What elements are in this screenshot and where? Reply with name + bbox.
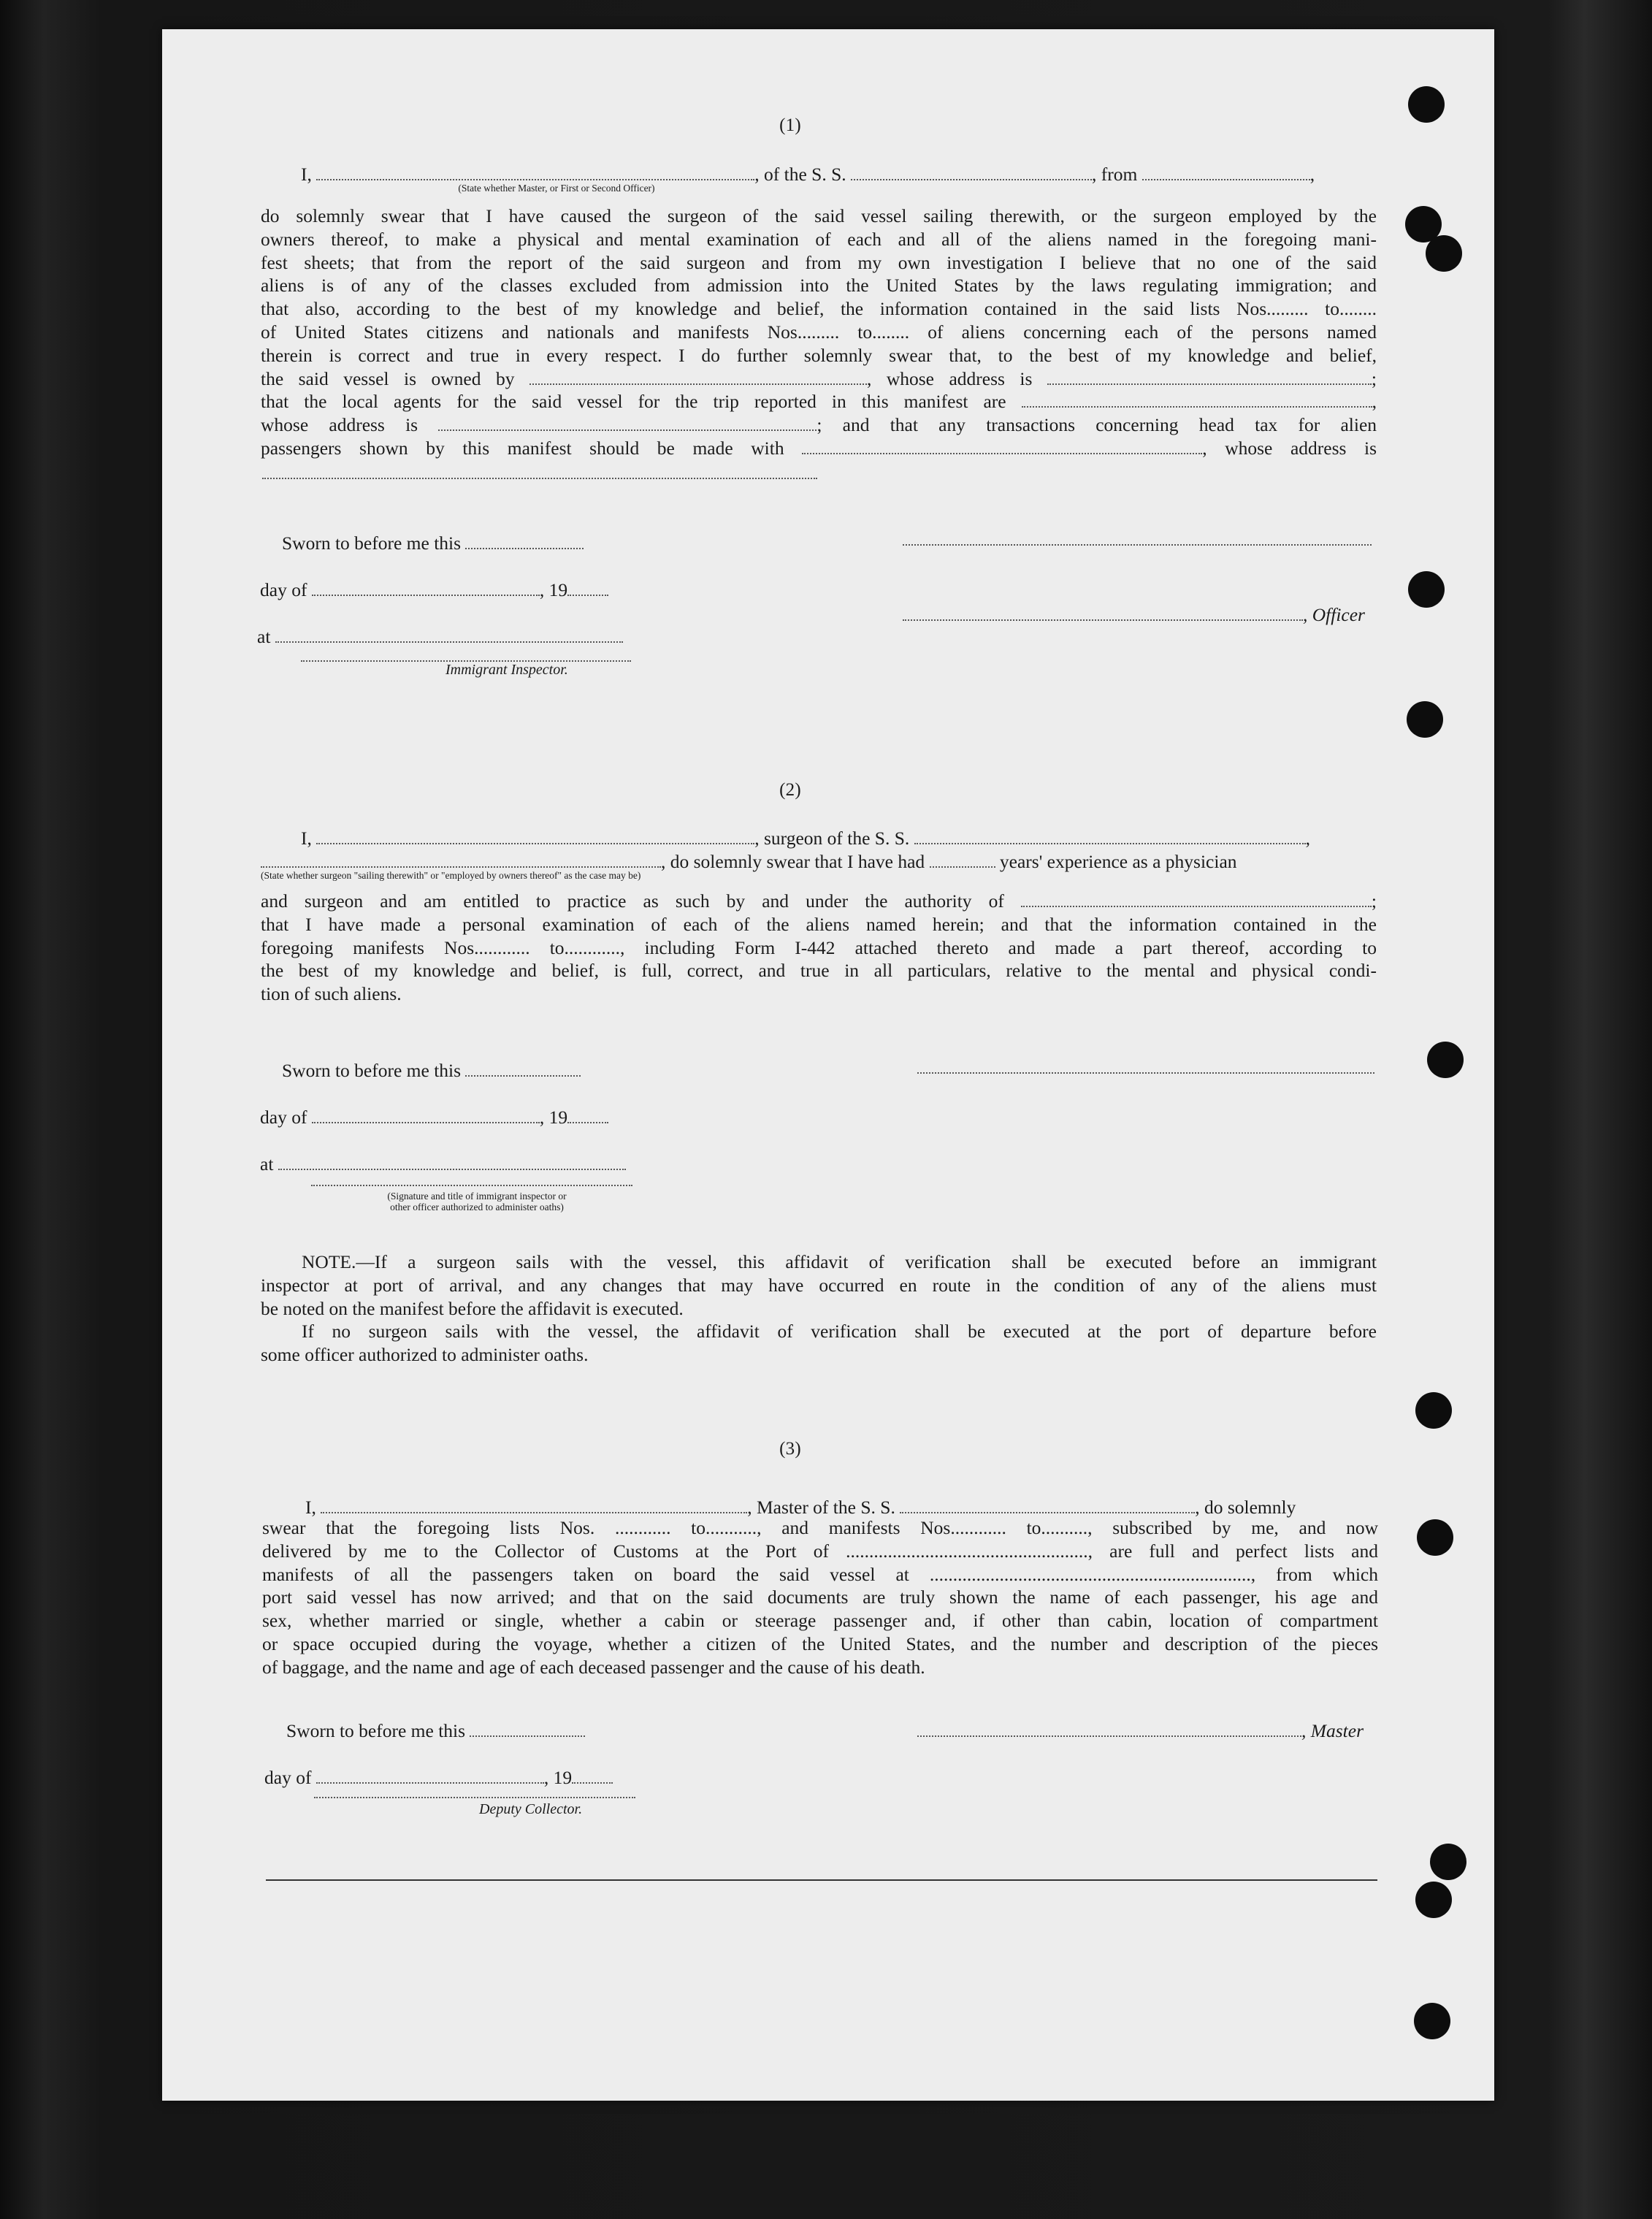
- punch-hole: [1415, 1882, 1452, 1918]
- day-of-line-3: day of , 19: [264, 1766, 613, 1789]
- section-2-header-line: I, , surgeon of the S. S. ,: [301, 828, 1311, 849]
- surgeon-note-paragraph: NOTE.—If a surgeon sails with the vessel, this affidavit of verification shall be executed before an immigrant inspector at port of arrival, and any changes that may have occurred en route in the condition of any of the aliens must be noted on the manifest before the affidavit is executed. If no surgeon sails with the vessel, the affidavit of verification shall be executed at the port of departure before some officer authorized to administer oaths.: [261, 1251, 1377, 1366]
- section-3-header-line: I, , Master of the S. S. , do solemnly: [305, 1497, 1296, 1518]
- agents-line: that the local agents for the said vessel for the trip reported in this manifest are ,: [261, 391, 1377, 413]
- section-2-body: and surgeon and am entitled to practice as such by and under the authority of ; that I have made a personal examination of each of the aliens named herein; and that the information contained in the foregoing manifests Nos............ to............, including Form I-442 attached thereto and made a part thereof, according to the best of my knowledge and belief, is full, correct, and true in all particulars, relative to the mental and physical condi- tion of such aliens.: [261, 890, 1377, 1005]
- agents-address-line: whose address is ; and that any transactions concerning head tax for alien: [261, 414, 1377, 436]
- punch-hole: [1407, 701, 1443, 738]
- officer-signature-blank-1: [903, 544, 1372, 546]
- punch-hole: [1414, 2003, 1450, 2039]
- section-2-second-line: , do solemnly swear that I have had years' experience as a physician: [261, 850, 1378, 873]
- at-line-2: at: [260, 1153, 626, 1175]
- passengers-line: passengers shown by this manifest should be made with , whose address is: [261, 437, 1377, 459]
- punch-hole: [1408, 86, 1445, 123]
- master-signature-line: , Master: [917, 1719, 1364, 1742]
- section-3-number: (3): [779, 1439, 801, 1459]
- sworn-line-1: Sworn to before me this: [282, 532, 584, 554]
- punch-hole: [1408, 571, 1445, 608]
- inspector-label: Immigrant Inspector.: [445, 662, 568, 678]
- manifest-page: [162, 29, 1494, 2101]
- section-2-number: (2): [779, 780, 801, 800]
- officer-note: (State whether Master, or First or Second Officer): [458, 183, 655, 194]
- day-of-line-1: day of , 19: [260, 578, 608, 601]
- section-1-header-line: I, , of the S. S. , from ,: [301, 164, 1315, 185]
- sworn-line-3: Sworn to before me this: [286, 1719, 585, 1742]
- authority-line: and surgeon and am entitled to practice as such by and under the authority of ;: [261, 890, 1377, 912]
- punch-hole: [1415, 1392, 1452, 1429]
- surgeon-note: (State whether surgeon "sailing therewith" or "employed by owners thereof" as the case may be): [261, 870, 641, 881]
- bottom-rule: [266, 1879, 1377, 1881]
- section-1-body: do solemnly swear that I have caused the surgeon of the said vessel sailing therewith, or the surgeon employed by the owners thereof, to make a physical and mental examination of each and all of the aliens named in the foregoing mani- fest sheets; that from the report of the said surgeon and from my own investigation I believe that no one of the said aliens is of any of the classes excluded from admission into the United States by the laws regulating immigration; and that also, according to the best of my knowledge and belief, the information contained in the said lists Nos......... to........ of United States citizens and nationals and manifests Nos......... to........ of aliens concerning each of the persons named therein is correct and true in every respect. I do further solemnly swear that, to the best of my knowledge and belief, the said vessel is owned by , whose address is ; that the local agents for the said vessel for the trip reported in this manifest are , whose address is ; and that any transactions concerning head tax for alien passengers shown by this manifest should be made with , whose address is: [261, 205, 1377, 459]
- punch-hole: [1427, 1042, 1464, 1078]
- surgeon-signature-blank: [917, 1072, 1374, 1074]
- sworn-line-2: Sworn to before me this: [282, 1059, 581, 1082]
- at-line-1: at: [257, 625, 623, 648]
- officer-signature-line: , Officer: [903, 603, 1365, 626]
- punch-hole: [1417, 1519, 1453, 1556]
- section-3-body: swear that the foregoing lists Nos. ............ to..........., and manifests Nos............ to.........., subscribed by me, and now delivered by me to the Collector of Customs at the Port of ...................................................., are full and perfect lists and manifests of all the passengers taken on board the said vessel at ....................................................................., from which port said vessel has now arrived; and that on the said documents are truly shown the name of each passenger, his age and sex, whether married or single, whether a cabin or steerage passenger and, if other than cabin, location of compartment or space occupied during the voyage, whether a citizen of the United States, and the number and description of the pieces of baggage, and the name and age of each deceased passenger and the cause of his death.: [262, 1517, 1378, 1678]
- address-blank-line: [262, 478, 817, 479]
- day-of-line-2: day of , 19: [260, 1106, 608, 1128]
- collector-label: Deputy Collector.: [479, 1801, 583, 1817]
- signature-note: (Signature and title of immigrant inspector or other officer authorized to administer oaths): [387, 1191, 567, 1212]
- section-1-number: (1): [779, 115, 801, 135]
- owned-by-line: the said vessel is owned by , whose address is ;: [261, 367, 1377, 389]
- punch-hole: [1430, 1844, 1466, 1880]
- collector-signature-blank: [314, 1797, 635, 1798]
- punch-hole: [1426, 235, 1462, 272]
- inspector-signature-blank-2: [311, 1185, 632, 1186]
